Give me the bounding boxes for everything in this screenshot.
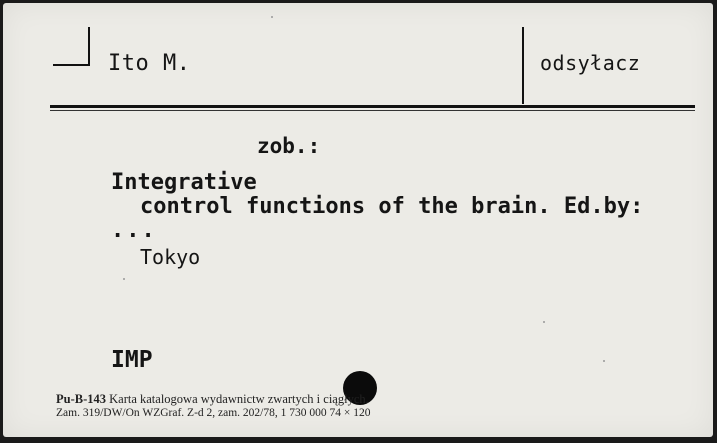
paper-speck [123,278,125,280]
header-rule-thin [50,110,695,111]
corner-mark-horizontal [53,64,90,66]
corner-mark-vertical [88,27,90,65]
header-divider [522,27,524,104]
paper-speck [543,321,545,323]
imprint-text-1: Karta katalogowa wydawnictw zwartych i ciągłych. [109,392,369,406]
ellipsis: ... [111,218,157,243]
paper-speck [603,360,605,362]
catalog-card [3,3,713,437]
publication-place: Tokyo [140,245,201,269]
printer-imprint-line-2: Zam. 319/DW/On WZGraf. Z-d 2, zam. 202/78, 1 730 000 74 × 120 [56,407,371,419]
paper-speck [271,16,273,18]
header-rule [50,105,695,108]
imprint-code: Pu-B-143 [56,392,106,406]
title-line-1: Integrative [111,170,257,195]
title-line-2: control functions of the brain. Ed.by: [140,194,644,219]
reference-type-label: odsyłacz [540,51,641,75]
see-label: zob.: [257,134,321,158]
author-heading: Ito M. [108,51,191,76]
library-signature: IMP [111,347,153,373]
printer-imprint-line-1 [56,392,369,407]
